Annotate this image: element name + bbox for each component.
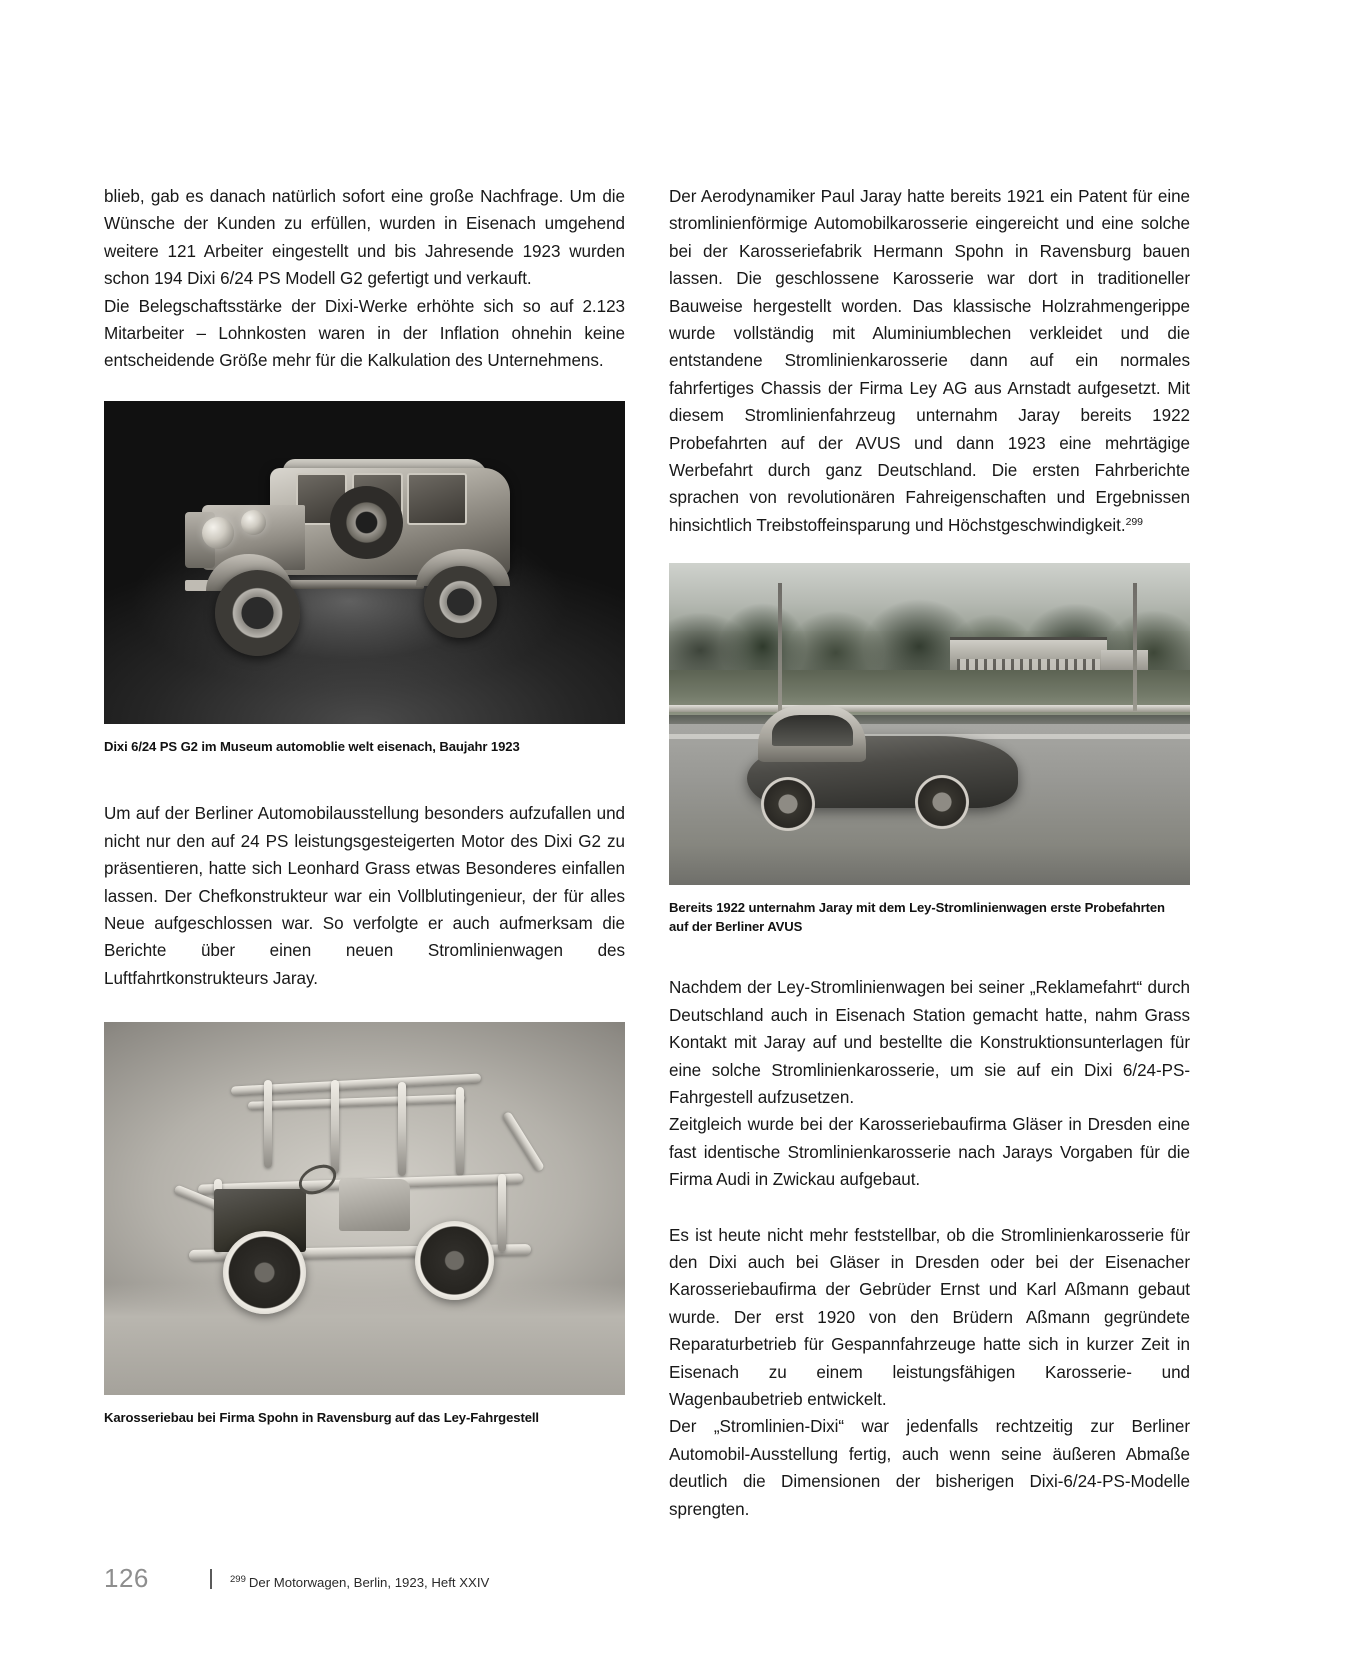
frame-roof-rail-inner — [248, 1094, 465, 1110]
page-number: 126 — [104, 1563, 149, 1593]
frame-tail-curve — [501, 1111, 544, 1172]
right-paragraph-5: Der „Stromlinien-Dixi“ war jedenfalls rechtzeitig zur Berliner Automobil-Ausstellung fertig, auch wenn seine äußeren Abmaße deutlich die Dimensionen der bisherigen Dixi-6/24-PS-Modelle sprengten. — [669, 1417, 1190, 1519]
frame-post-rear — [498, 1174, 506, 1252]
frame-roof-bow-4 — [456, 1087, 464, 1176]
wooden-frame-group — [156, 1074, 573, 1335]
streamliner-windscreen — [772, 715, 853, 746]
car-headlamp-left — [202, 517, 234, 549]
car-wheel-rear — [424, 566, 497, 639]
footnote-text: Der Motorwagen, Berlin, 1923, Heft XXIV — [248, 1575, 490, 1590]
left-paragraph-2: Die Belegschaftsstärke der Dixi-Werke erhöhte sich so auf 2.123 Mitarbeiter – Lohnkosten waren in der Inflation ohnehin keine entscheidende Größe mehr für die Kalkulation des Unternehmens. — [104, 296, 625, 371]
car-wheel-front — [215, 570, 300, 655]
photo-spohn-bodywork — [104, 1022, 625, 1395]
photo-mast-right — [1133, 583, 1137, 712]
figure-caption-avus — [669, 899, 1190, 936]
right-column — [669, 183, 1190, 1523]
footnote-number: 299 — [230, 1574, 246, 1585]
streamliner-wheel-front — [761, 777, 815, 831]
car-window-rear — [407, 473, 467, 526]
right-paragraph-1 — [669, 183, 1190, 539]
left-paragraph-3: Um auf der Berliner Automobilausstellung besonders aufzufallen und nicht nur den auf 24 PS leistungsgesteigerten Motor des Dixi G2 zu präsentieren, hatte sich Leonhard Grass etwas Besonderes einfallen lassen. Der Chefkonstrukteur war ein Vollblutingenieur, der für alles Neue aufgeschlossen war. So verfolgte er auch aufmerksam die Berichte über einen neuen Stromlinienwagen des Luftfahrtkonstrukteurs Jaray. — [104, 804, 625, 988]
photo-ley-streamliner-avus — [669, 563, 1190, 885]
footnote-reference-299[interactable]: 299 — [1125, 515, 1143, 528]
figure-caption-avus-line1: Bereits 1922 unternahm Jaray mit dem Ley-Stromlinienwagen erste Probefahrten — [669, 900, 1165, 916]
figure-caption-spohn-frame: Karosseriebau bei Firma Spohn in Ravensburg auf das Ley-Fahrgestell — [104, 1410, 539, 1426]
streamliner-wheel-rear — [915, 775, 969, 829]
chassis-seat — [339, 1179, 410, 1231]
right-paragraph-2: Nachdem der Ley-Stromlinienwagen bei seiner „Reklamefahrt“ durch Deutschland auch in Eisenach Station gemacht hatte, nahm Grass Kontakt mit Jaray auf und bestellte die Konstruktionsunterlagen für eine solche Stromlinienkarosserie, um sie auf ein Dixi 6/24-PS-Fahrgestell aufzusetzen. — [669, 978, 1190, 1107]
chassis-wheel-front — [223, 1231, 306, 1314]
photo-car-group — [151, 449, 578, 682]
figure-spohn-frame — [104, 1022, 625, 1428]
page-footer — [104, 1563, 1190, 1594]
footnote-entry — [230, 1574, 489, 1592]
figure-dixi-museum — [104, 401, 625, 757]
left-paragraph-1: blieb, gab es danach natürlich sofort eine große Nachfrage. Um die Wünsche der Kunden zu erfüllen, wurden in Eisenach umgehend weitere 121 Arbeiter eingestellt und bis Jahresende 1923 wurden schon 194 Dixi 6/24 PS Modell G2 gefertigt und verkauft. — [104, 187, 625, 289]
figure-avus-streamliner — [669, 563, 1190, 936]
figure-caption-dixi-museum: Dixi 6/24 PS G2 im Museum automoblie welt eisenach, Baujahr 1923 — [104, 738, 520, 754]
right-paragraph-3: Zeitgleich wurde bei der Karosseriebaufirma Gläser in Dresden eine fast identische Stromlinienkarosserie nach Jarays Vorgaben für die Firma Audi in Zwickau aufgebaut. — [669, 1115, 1190, 1190]
car-running-board — [279, 580, 424, 589]
photo-streamliner-car — [747, 705, 1018, 834]
two-column-layout — [104, 183, 1190, 1523]
figure-caption-avus-line2: auf der Berliner AVUS — [669, 918, 803, 934]
car-spare-wheel — [330, 486, 403, 559]
left-column — [104, 183, 625, 1523]
photo-mast-left — [778, 583, 782, 725]
photo-dixi-g2-museum — [104, 401, 625, 724]
footer-divider — [210, 1569, 212, 1589]
chassis-wheel-rear — [415, 1221, 494, 1300]
right-paragraph-4: Es ist heute nicht mehr feststellbar, ob die Stromlinienkarosserie für den Dixi auch bei Gläser in Dresden oder bei der Eisenacher Karosseriebaufirma der Gebrüder Ernst und Karl Aßmann gebaut wurde. Der erst 1920 von den Brüdern Aßmann gegründete Reparaturbetrieb für Gespannfahrzeuge hatte sich in kurzer Zeit in Eisenach zu einem leistungsfähigen Karosserie- und Wagenbaubetrieb entwickelt. — [669, 1225, 1190, 1409]
frame-roof-bow-2 — [331, 1080, 339, 1174]
frame-roof-bow-1 — [264, 1080, 272, 1169]
right-paragraph-1-text: Der Aerodynamiker Paul Jaray hatte bereits 1921 ein Patent für eine stromlinienförmige Automobilkarosserie eingereicht und eine solche bei der Karosseriefabrik Hermann Spohn in Ravensburg bauen lassen. Die geschlossene Karosserie war dort in traditioneller Bauweise hergestellt worden. Das klassische Holzrahmengerippe wurde vollständig mit Aluminiumblechen verkleidet und die entstandene Stromlinienkarosserie dann auf ein normales fahrfertiges Chassis der Firma Ley AG aus Arnstadt aufgesetzt. Mit diesem Stromlinienfahrzeug unternahm Jaray bereits 1922 Probefahrten auf der AVUS und dann 1923 eine mehrtägige Werbefahrt durch ganz Deutschland. Die ersten Fahrberichte sprachen von revolutionären Fahreigenschaften und Ergebnissen hinsichtlich Treibstoffeinsparung und Höchstgeschwindigkeit. — [669, 187, 1190, 535]
frame-roof-bow-3 — [398, 1082, 406, 1176]
